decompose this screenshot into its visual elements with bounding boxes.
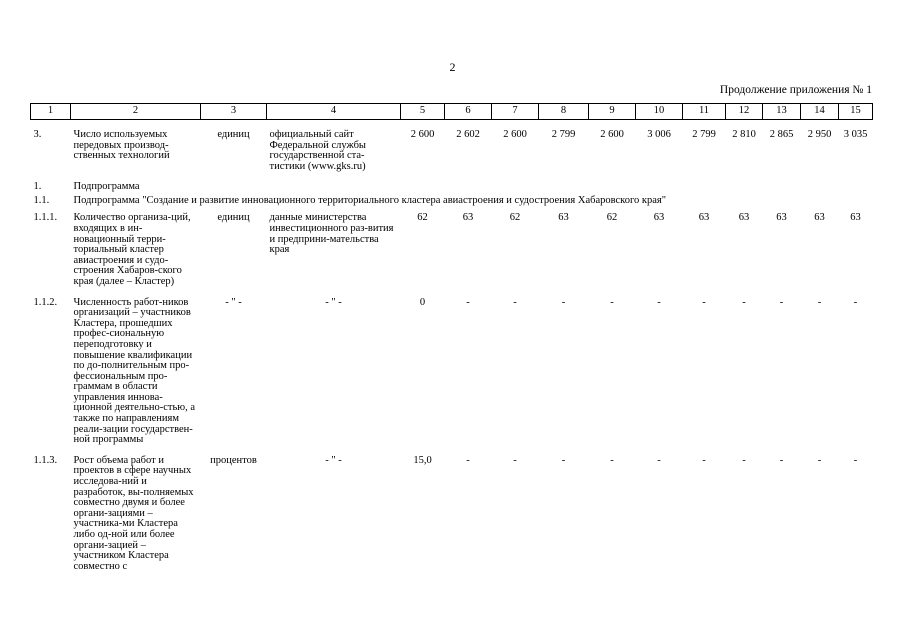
value-cell: 2 799 — [692, 129, 716, 140]
unit-cell: - " - — [225, 296, 242, 308]
section-row — [31, 182, 873, 196]
subsection-row — [31, 196, 873, 210]
header-cell: 15 — [839, 104, 873, 120]
value-cell: 2 865 — [769, 129, 794, 140]
value-cell: - — [466, 296, 470, 308]
value-cell: - — [513, 454, 517, 466]
value-cell: - — [610, 454, 614, 466]
unit-cell: единиц — [217, 129, 250, 140]
row-number: 3. — [33, 129, 42, 140]
value-cell: - — [657, 296, 661, 308]
value-cell: - — [513, 296, 517, 308]
header-cell: 11 — [683, 104, 726, 120]
source-cell: официальный сайт Федеральной службы государственной ста-тистики (www.gks.ru) — [269, 129, 366, 172]
header-cell: 14 — [801, 104, 839, 120]
value-cell: 3 006 — [647, 129, 671, 140]
value-cell: 2 810 — [732, 129, 756, 140]
header-cell: 7 — [492, 104, 539, 120]
section-number: 1. — [33, 181, 42, 193]
header-cell: 2 — [71, 104, 201, 120]
section-number: 1.1. — [33, 195, 50, 207]
value-cell: - — [702, 296, 706, 308]
value-cell: 15,0 — [413, 454, 432, 466]
indicator-name: Численность работ-ников организаций – участников Кластера, прошедших профес-сиональную переподготовку и повышение квалификации по до-полнительным про-фессиональным про-граммам в области управления иннова-ционной деятельно-стью, а также по направлениям реали-зации государствен-ной программы — [73, 296, 195, 446]
value-cell: 2 799 — [551, 129, 576, 140]
value-cell: 63 — [653, 212, 665, 224]
table-row — [31, 130, 873, 172]
value-cell: 2 600 — [503, 129, 527, 140]
page-number: 2 — [449, 60, 456, 74]
value-cell: 63 — [462, 212, 474, 224]
value-cell: 63 — [776, 212, 787, 224]
table-row — [31, 456, 873, 573]
indicator-name: Рост объема работ и проектов в сфере научных исследова-ний и разработок, вы-полняемых совместно двумя и более органи-зациями – участника-ми Кластера либо од-ной или более органи-зацией – участником Кластера совместно с — [73, 454, 194, 572]
value-cell: 3 035 — [843, 129, 868, 140]
source-cell: - " - — [325, 454, 342, 466]
row-number: 1.1.3. — [33, 454, 58, 466]
value-cell: - — [817, 454, 822, 466]
value-cell: - — [742, 454, 746, 466]
value-cell: - — [466, 454, 470, 466]
value-cell: 63 — [698, 212, 710, 224]
header-cell: 6 — [445, 104, 492, 120]
value-cell: 63 — [850, 212, 861, 224]
value-cell: - — [853, 454, 858, 466]
continuation-caption: Продолжение приложения № 1 — [719, 84, 872, 96]
value-cell: 63 — [814, 212, 825, 224]
header-cell: 8 — [539, 104, 589, 120]
indicator-name: Число используемых передовых производ-ственных технологий — [73, 129, 170, 162]
row-number: 1.1.2. — [33, 296, 58, 308]
section-title: Подпрограмма — [73, 181, 140, 193]
table-row — [31, 213, 873, 287]
value-cell: - — [561, 454, 566, 466]
value-cell: - — [561, 296, 566, 308]
subsection-title: Подпрограмма "Создание и развитие инновационного территориального кластера авиастроения и судостроения Хабаровского края" — [73, 195, 667, 207]
value-cell: 2 600 — [410, 129, 435, 140]
spacer — [31, 172, 873, 182]
indicators-table — [30, 103, 873, 572]
value-cell: - — [817, 296, 822, 308]
header-cell: 12 — [726, 104, 763, 120]
value-cell: - — [779, 296, 784, 308]
unit-cell: единиц — [217, 212, 250, 224]
value-cell: - — [657, 454, 661, 466]
header-cell: 13 — [763, 104, 801, 120]
header-cell: 5 — [401, 104, 445, 120]
header-cell: 4 — [267, 104, 401, 120]
indicator-name: Количество организа-ций, входящих в ин-новационный терри-ториальный кластер авиастроения и судо-строения Хабаров-ского края (далее – Кластер) — [73, 212, 191, 287]
value-cell: 62 — [417, 212, 428, 224]
header-cell: 10 — [636, 104, 683, 120]
value-cell: 2 602 — [456, 129, 480, 140]
value-cell: - — [742, 296, 746, 308]
source-cell: - " - — [325, 296, 342, 308]
value-cell: 2 600 — [600, 129, 624, 140]
header-row — [31, 104, 873, 120]
value-cell: 63 — [738, 212, 750, 224]
value-cell: 62 — [509, 212, 521, 224]
source-cell: данные министерства инвестиционного раз-вития и предприни-мательства края — [269, 212, 394, 256]
value-cell: 62 — [606, 212, 618, 224]
table-row — [31, 298, 873, 446]
header-cell: 1 — [31, 104, 71, 120]
header-cell: 3 — [201, 104, 267, 120]
value-cell: - — [702, 454, 706, 466]
value-cell: 0 — [419, 296, 426, 308]
value-cell: - — [610, 296, 614, 308]
value-cell: 63 — [558, 212, 569, 224]
value-cell: - — [853, 296, 858, 308]
value-cell: - — [779, 454, 784, 466]
unit-cell: процентов — [210, 454, 257, 466]
value-cell: 2 950 — [807, 129, 832, 140]
row-number: 1.1.1. — [33, 212, 58, 224]
header-cell: 9 — [589, 104, 636, 120]
